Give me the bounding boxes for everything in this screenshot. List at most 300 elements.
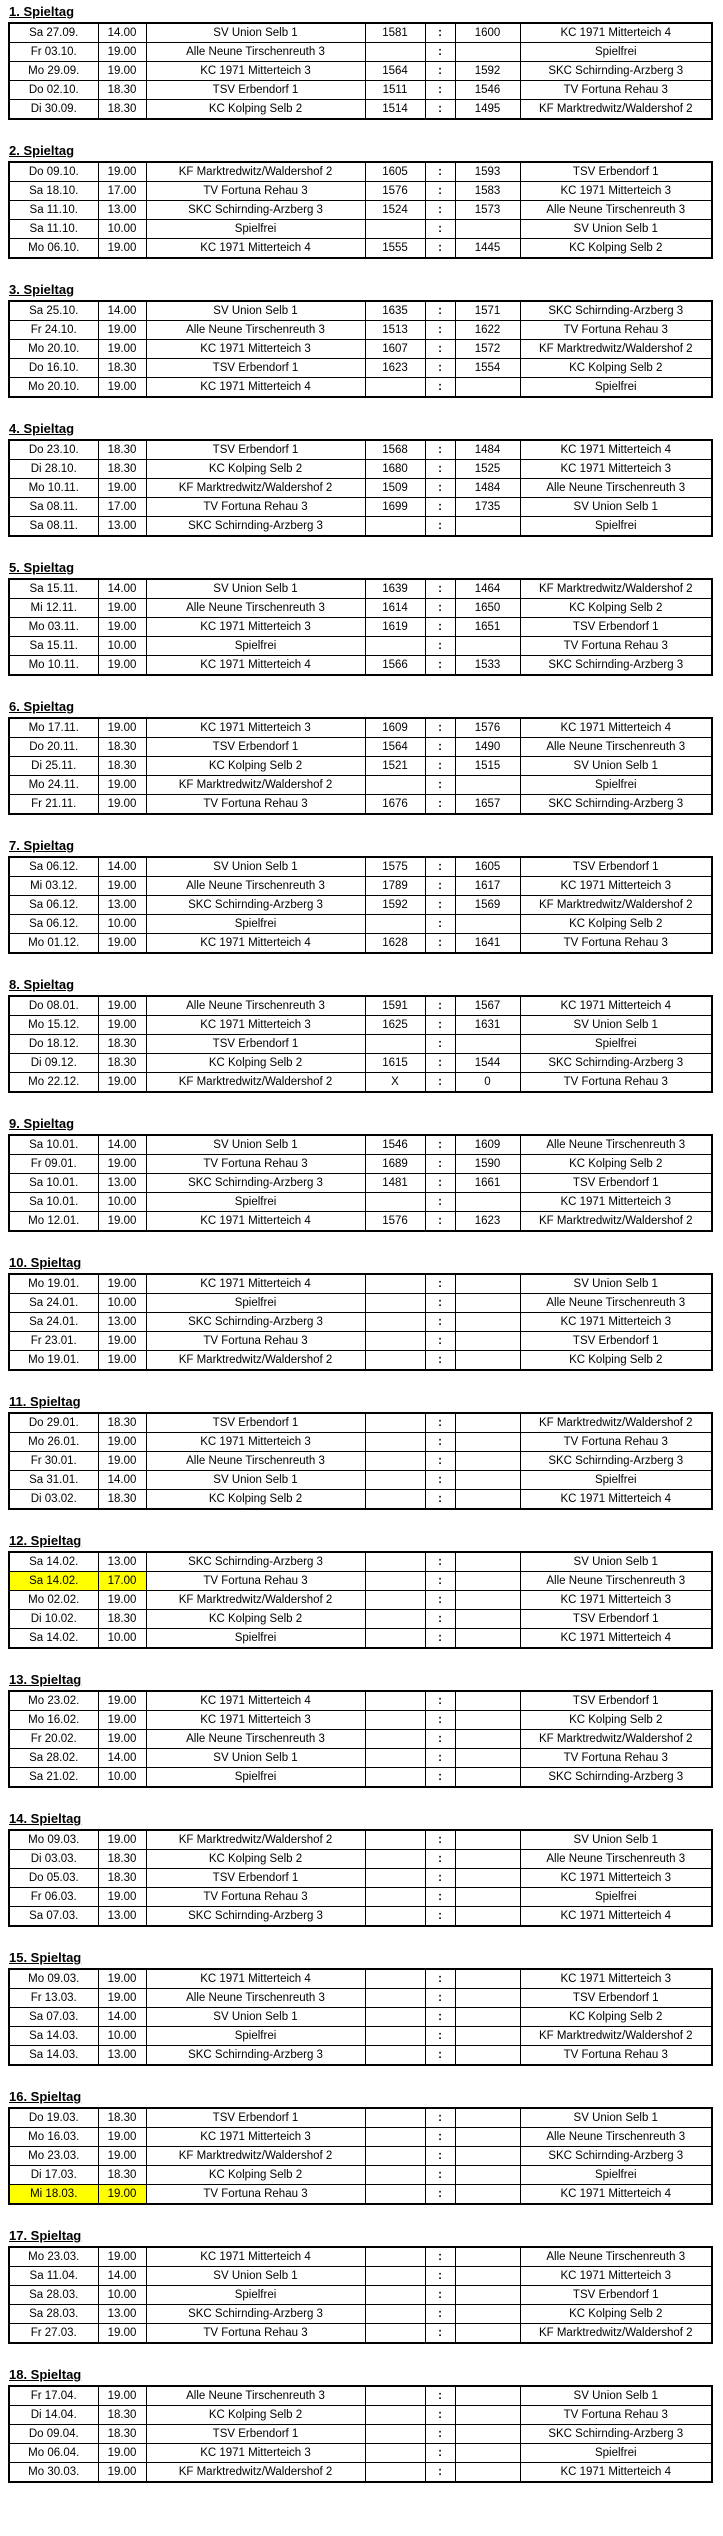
home-team-cell: Alle Neune Tirschenreuth 3	[146, 2386, 365, 2406]
score-separator: :	[425, 1054, 455, 1073]
match-time-cell: 18.30	[98, 2108, 146, 2128]
match-time-cell: 13.00	[98, 2305, 146, 2324]
score-separator: :	[425, 1730, 455, 1749]
match-date-cell: Mo 29.09.	[9, 62, 98, 81]
matchday-title: 18. Spieltag	[9, 2367, 82, 2382]
score-separator: :	[425, 579, 455, 599]
match-date-cell: Mo 06.10.	[9, 239, 98, 259]
match-date-cell: Sa 10.01.	[9, 1193, 98, 1212]
match-row	[9, 440, 712, 460]
match-date-cell: Fr 23.01.	[9, 1332, 98, 1351]
away-score-cell: 1650	[455, 599, 520, 618]
score-separator: :	[425, 738, 455, 757]
home-team-cell: TSV Erbendorf 1	[146, 440, 365, 460]
away-team-cell: KF Marktredwitz/Waldershof 2	[520, 1730, 712, 1749]
home-score-cell	[365, 1629, 425, 1649]
score-separator: :	[425, 1869, 455, 1888]
away-score-cell: 1592	[455, 62, 520, 81]
away-score-cell: 1495	[455, 100, 520, 120]
away-score-cell	[455, 2267, 520, 2286]
away-team-cell: SV Union Selb 1	[520, 2108, 712, 2128]
away-score-cell	[455, 1850, 520, 1869]
score-separator: :	[425, 915, 455, 934]
match-date-cell: Do 19.03.	[9, 2108, 98, 2128]
home-team-cell: TSV Erbendorf 1	[146, 1869, 365, 1888]
away-score-cell: 1657	[455, 795, 520, 815]
home-score-cell	[365, 1193, 425, 1212]
match-time-cell: 19.00	[98, 618, 146, 637]
score-separator: :	[425, 239, 455, 259]
away-score-cell	[455, 1351, 520, 1371]
match-row	[9, 2166, 712, 2185]
match-date-cell: Sa 31.01.	[9, 1471, 98, 1490]
away-score-cell	[455, 2128, 520, 2147]
matchday-table	[8, 1968, 713, 2066]
matchday-section	[8, 4, 715, 120]
matchday-section	[8, 838, 715, 954]
away-team-cell: TSV Erbendorf 1	[520, 618, 712, 637]
home-team-cell: Spielfrei	[146, 1768, 365, 1788]
home-score-cell	[365, 2267, 425, 2286]
score-separator: :	[425, 517, 455, 537]
score-separator: :	[425, 1313, 455, 1332]
match-time-cell: 18.30	[98, 1054, 146, 1073]
score-separator: :	[425, 857, 455, 877]
home-team-cell: SKC Schirnding-Arzberg 3	[146, 2046, 365, 2066]
home-score-cell	[365, 1572, 425, 1591]
home-score-cell	[365, 1471, 425, 1490]
match-time-cell: 19.00	[98, 1274, 146, 1294]
away-score-cell: 1576	[455, 718, 520, 738]
away-score-cell: 1567	[455, 996, 520, 1016]
match-time-cell: 10.00	[98, 2027, 146, 2046]
away-score-cell	[455, 1452, 520, 1471]
score-separator: :	[425, 340, 455, 359]
home-score-cell	[365, 2185, 425, 2205]
match-row	[9, 1830, 712, 1850]
away-score-cell: 1554	[455, 359, 520, 378]
score-separator: :	[425, 1591, 455, 1610]
match-date-cell: Sa 27.09.	[9, 23, 98, 43]
match-time-cell: 14.00	[98, 23, 146, 43]
score-separator: :	[425, 1016, 455, 1035]
match-row	[9, 1155, 712, 1174]
home-score-cell	[365, 2386, 425, 2406]
away-score-cell	[455, 220, 520, 239]
match-date-cell: Mo 19.01.	[9, 1351, 98, 1371]
home-team-cell: KC 1971 Mitterteich 4	[146, 378, 365, 398]
match-time-cell: 13.00	[98, 896, 146, 915]
home-score-cell	[365, 2305, 425, 2324]
away-score-cell	[455, 2247, 520, 2267]
match-date-cell: Di 28.10.	[9, 460, 98, 479]
away-score-cell	[455, 2286, 520, 2305]
match-time-cell: 18.30	[98, 757, 146, 776]
score-separator: :	[425, 498, 455, 517]
matchday-table	[8, 439, 713, 537]
score-separator: :	[425, 182, 455, 201]
match-row	[9, 1174, 712, 1193]
matchday-table	[8, 856, 713, 954]
home-score-cell	[365, 915, 425, 934]
away-score-cell: 1572	[455, 340, 520, 359]
match-time-cell: 18.30	[98, 1610, 146, 1629]
match-row	[9, 599, 712, 618]
away-team-cell: Spielfrei	[520, 2166, 712, 2185]
home-team-cell: TSV Erbendorf 1	[146, 81, 365, 100]
match-time-cell: 14.00	[98, 2267, 146, 2286]
match-row	[9, 1073, 712, 1093]
home-team-cell: SV Union Selb 1	[146, 2008, 365, 2027]
score-separator: :	[425, 1969, 455, 1989]
home-team-cell: KF Marktredwitz/Waldershof 2	[146, 2463, 365, 2483]
match-time-cell: 13.00	[98, 1907, 146, 1927]
match-row	[9, 795, 712, 815]
match-time-cell: 19.00	[98, 1433, 146, 1452]
away-score-cell	[455, 2386, 520, 2406]
away-team-cell: TSV Erbendorf 1	[520, 1691, 712, 1711]
away-score-cell: 1623	[455, 1212, 520, 1232]
home-score-cell: 1592	[365, 896, 425, 915]
away-score-cell	[455, 1888, 520, 1907]
home-score-cell: 1789	[365, 877, 425, 896]
match-row	[9, 378, 712, 398]
home-team-cell: TV Fortuna Rehau 3	[146, 795, 365, 815]
home-score-cell: 1605	[365, 162, 425, 182]
match-row	[9, 1413, 712, 1433]
matchday-title: 16. Spieltag	[9, 2089, 82, 2104]
match-time-cell: 10.00	[98, 1768, 146, 1788]
away-score-cell	[455, 1552, 520, 1572]
match-row	[9, 2305, 712, 2324]
home-score-cell	[365, 517, 425, 537]
match-date-cell: Sa 18.10.	[9, 182, 98, 201]
home-score-cell	[365, 1830, 425, 1850]
match-time-cell: 14.00	[98, 1749, 146, 1768]
match-row	[9, 2128, 712, 2147]
match-date-cell: Sa 06.12.	[9, 857, 98, 877]
match-time-cell: 19.00	[98, 1212, 146, 1232]
match-row	[9, 23, 712, 43]
match-date-cell: Mo 09.03.	[9, 1830, 98, 1850]
home-score-cell: 1481	[365, 1174, 425, 1193]
away-team-cell: TV Fortuna Rehau 3	[520, 2046, 712, 2066]
away-score-cell	[455, 1610, 520, 1629]
away-team-cell: KC Kolping Selb 2	[520, 2008, 712, 2027]
away-score-cell	[455, 1591, 520, 1610]
home-score-cell	[365, 378, 425, 398]
match-time-cell: 18.30	[98, 1850, 146, 1869]
match-date-cell: Sa 14.02.	[9, 1552, 98, 1572]
score-separator: :	[425, 2108, 455, 2128]
match-date-cell: Sa 10.01.	[9, 1174, 98, 1193]
score-separator: :	[425, 1351, 455, 1371]
score-separator: :	[425, 43, 455, 62]
score-separator: :	[425, 2406, 455, 2425]
away-team-cell: KC 1971 Mitterteich 4	[520, 440, 712, 460]
home-team-cell: SKC Schirnding-Arzberg 3	[146, 1552, 365, 1572]
home-score-cell	[365, 1888, 425, 1907]
away-team-cell: KC Kolping Selb 2	[520, 1711, 712, 1730]
away-score-cell	[455, 2425, 520, 2444]
match-row	[9, 1768, 712, 1788]
away-team-cell: SV Union Selb 1	[520, 1016, 712, 1035]
match-row	[9, 2463, 712, 2483]
match-row	[9, 738, 712, 757]
home-score-cell: 1566	[365, 656, 425, 676]
home-team-cell: SKC Schirnding-Arzberg 3	[146, 1313, 365, 1332]
away-score-cell: 1583	[455, 182, 520, 201]
away-team-cell: Alle Neune Tirschenreuth 3	[520, 1572, 712, 1591]
match-date-cell: Mo 02.02.	[9, 1591, 98, 1610]
matchday-title: 12. Spieltag	[9, 1533, 82, 1548]
match-row	[9, 100, 712, 120]
away-team-cell: SKC Schirnding-Arzberg 3	[520, 1768, 712, 1788]
match-date-cell: Sa 11.04.	[9, 2267, 98, 2286]
home-score-cell	[365, 1969, 425, 1989]
away-score-cell: 1464	[455, 579, 520, 599]
away-team-cell: KC 1971 Mitterteich 3	[520, 2267, 712, 2286]
home-score-cell: 1555	[365, 239, 425, 259]
match-time-cell: 10.00	[98, 915, 146, 934]
match-time-cell: 10.00	[98, 637, 146, 656]
match-row	[9, 498, 712, 517]
match-date-cell: Mo 17.11.	[9, 718, 98, 738]
away-score-cell	[455, 1313, 520, 1332]
matchday-title: 13. Spieltag	[9, 1672, 82, 1687]
match-time-cell: 10.00	[98, 1193, 146, 1212]
match-row	[9, 1471, 712, 1490]
away-team-cell: TSV Erbendorf 1	[520, 1332, 712, 1351]
match-time-cell: 19.00	[98, 162, 146, 182]
matchday-table	[8, 1273, 713, 1371]
match-time-cell: 18.30	[98, 2425, 146, 2444]
match-time-cell: 19.00	[98, 43, 146, 62]
away-team-cell: SKC Schirnding-Arzberg 3	[520, 656, 712, 676]
away-team-cell: KC Kolping Selb 2	[520, 2305, 712, 2324]
home-score-cell	[365, 2046, 425, 2066]
away-score-cell: 1573	[455, 201, 520, 220]
match-time-cell: 19.00	[98, 2185, 146, 2205]
match-row	[9, 996, 712, 1016]
match-row	[9, 656, 712, 676]
home-team-cell: SV Union Selb 1	[146, 2267, 365, 2286]
home-score-cell: 1623	[365, 359, 425, 378]
score-separator: :	[425, 321, 455, 340]
home-score-cell: 1509	[365, 479, 425, 498]
match-row	[9, 1749, 712, 1768]
match-date-cell: Do 08.01.	[9, 996, 98, 1016]
match-date-cell: Sa 24.01.	[9, 1294, 98, 1313]
matchday-table	[8, 161, 713, 259]
away-team-cell: KC Kolping Selb 2	[520, 915, 712, 934]
away-team-cell: SV Union Selb 1	[520, 1552, 712, 1572]
home-team-cell: KC 1971 Mitterteich 4	[146, 1691, 365, 1711]
home-team-cell: TV Fortuna Rehau 3	[146, 1572, 365, 1591]
match-time-cell: 19.00	[98, 599, 146, 618]
home-score-cell	[365, 1552, 425, 1572]
match-row	[9, 460, 712, 479]
score-separator: :	[425, 2027, 455, 2046]
match-date-cell: Fr 27.03.	[9, 2324, 98, 2344]
matchday-table	[8, 578, 713, 676]
matchday-section	[8, 977, 715, 1093]
away-team-cell: KC 1971 Mitterteich 3	[520, 1969, 712, 1989]
home-score-cell: 1564	[365, 62, 425, 81]
score-separator: :	[425, 100, 455, 120]
match-date-cell: Mi 18.03.	[9, 2185, 98, 2205]
match-row	[9, 1452, 712, 1471]
match-date-cell: Fr 13.03.	[9, 1989, 98, 2008]
home-score-cell	[365, 220, 425, 239]
match-row	[9, 1869, 712, 1888]
matchday-table	[8, 2385, 713, 2483]
away-team-cell: Alle Neune Tirschenreuth 3	[520, 1850, 712, 1869]
match-row	[9, 81, 712, 100]
match-date-cell: Sa 21.02.	[9, 1768, 98, 1788]
home-team-cell: KC 1971 Mitterteich 3	[146, 1433, 365, 1452]
away-team-cell: KF Marktredwitz/Waldershof 2	[520, 896, 712, 915]
match-row	[9, 2267, 712, 2286]
score-separator: :	[425, 1294, 455, 1313]
away-score-cell	[455, 517, 520, 537]
score-separator: :	[425, 795, 455, 815]
matchday-title: 14. Spieltag	[9, 1811, 82, 1826]
away-score-cell	[455, 2444, 520, 2463]
home-score-cell	[365, 1610, 425, 1629]
away-team-cell: KC 1971 Mitterteich 3	[520, 182, 712, 201]
away-team-cell: SV Union Selb 1	[520, 1830, 712, 1850]
home-score-cell	[365, 2128, 425, 2147]
match-time-cell: 19.00	[98, 2147, 146, 2166]
score-separator: :	[425, 637, 455, 656]
home-team-cell: Spielfrei	[146, 2027, 365, 2046]
score-separator: :	[425, 1610, 455, 1629]
away-team-cell: SKC Schirnding-Arzberg 3	[520, 1054, 712, 1073]
match-time-cell: 19.00	[98, 1452, 146, 1471]
home-score-cell: 1619	[365, 618, 425, 637]
matchday-section	[8, 1811, 715, 1927]
home-score-cell: X	[365, 1073, 425, 1093]
match-date-cell: Sa 14.02.	[9, 1629, 98, 1649]
home-team-cell: SV Union Selb 1	[146, 23, 365, 43]
home-team-cell: TV Fortuna Rehau 3	[146, 1888, 365, 1907]
home-team-cell: SV Union Selb 1	[146, 857, 365, 877]
match-row	[9, 718, 712, 738]
match-row	[9, 637, 712, 656]
score-separator: :	[425, 1749, 455, 1768]
score-separator: :	[425, 460, 455, 479]
match-date-cell: Sa 08.11.	[9, 517, 98, 537]
match-time-cell: 19.00	[98, 656, 146, 676]
away-team-cell: TSV Erbendorf 1	[520, 1989, 712, 2008]
match-date-cell: Sa 11.10.	[9, 220, 98, 239]
match-date-cell: Do 05.03.	[9, 1869, 98, 1888]
matchday-section	[8, 143, 715, 259]
match-time-cell: 19.00	[98, 1016, 146, 1035]
home-team-cell: KC Kolping Selb 2	[146, 1054, 365, 1073]
match-row	[9, 1730, 712, 1749]
home-score-cell: 1513	[365, 321, 425, 340]
home-team-cell: SV Union Selb 1	[146, 579, 365, 599]
away-score-cell	[455, 1035, 520, 1054]
match-row	[9, 1016, 712, 1035]
match-time-cell: 10.00	[98, 1629, 146, 1649]
home-score-cell	[365, 1749, 425, 1768]
match-time-cell: 19.00	[98, 239, 146, 259]
score-separator: :	[425, 1850, 455, 1869]
home-score-cell	[365, 2247, 425, 2267]
matchday-title: 1. Spieltag	[9, 4, 75, 19]
score-separator: :	[425, 2463, 455, 2483]
home-team-cell: TV Fortuna Rehau 3	[146, 498, 365, 517]
match-time-cell: 19.00	[98, 1888, 146, 1907]
matchday-title: 6. Spieltag	[9, 699, 75, 714]
away-score-cell: 1622	[455, 321, 520, 340]
score-separator: :	[425, 1907, 455, 1927]
match-row	[9, 1969, 712, 1989]
home-score-cell	[365, 1711, 425, 1730]
match-time-cell: 17.00	[98, 498, 146, 517]
home-team-cell: Spielfrei	[146, 915, 365, 934]
match-time-cell: 19.00	[98, 1155, 146, 1174]
away-team-cell: SV Union Selb 1	[520, 498, 712, 517]
match-date-cell: Mo 24.11.	[9, 776, 98, 795]
away-team-cell: Spielfrei	[520, 2444, 712, 2463]
away-score-cell	[455, 1711, 520, 1730]
match-date-cell: Sa 14.02.	[9, 1572, 98, 1591]
score-separator: :	[425, 1274, 455, 1294]
home-team-cell: KC 1971 Mitterteich 4	[146, 2247, 365, 2267]
away-score-cell: 1525	[455, 460, 520, 479]
match-date-cell: Sa 14.03.	[9, 2046, 98, 2066]
match-date-cell: Do 16.10.	[9, 359, 98, 378]
score-separator: :	[425, 1073, 455, 1093]
score-separator: :	[425, 2147, 455, 2166]
match-date-cell: Mo 22.12.	[9, 1073, 98, 1093]
match-time-cell: 19.00	[98, 1711, 146, 1730]
score-separator: :	[425, 776, 455, 795]
match-time-cell: 19.00	[98, 1989, 146, 2008]
match-time-cell: 10.00	[98, 2286, 146, 2305]
matchday-table	[8, 1829, 713, 1927]
away-score-cell	[455, 1413, 520, 1433]
match-row	[9, 1054, 712, 1073]
match-date-cell: Di 25.11.	[9, 757, 98, 776]
score-separator: :	[425, 1691, 455, 1711]
away-score-cell	[455, 1490, 520, 1510]
away-team-cell: TSV Erbendorf 1	[520, 1610, 712, 1629]
home-score-cell	[365, 1274, 425, 1294]
home-team-cell: KC Kolping Selb 2	[146, 1850, 365, 1869]
score-separator: :	[425, 618, 455, 637]
score-separator: :	[425, 1768, 455, 1788]
home-team-cell: TSV Erbendorf 1	[146, 1413, 365, 1433]
home-score-cell	[365, 1035, 425, 1054]
home-team-cell: KF Marktredwitz/Waldershof 2	[146, 1591, 365, 1610]
match-time-cell: 19.00	[98, 2324, 146, 2344]
away-team-cell: SKC Schirnding-Arzberg 3	[520, 795, 712, 815]
match-date-cell: Di 03.03.	[9, 1850, 98, 1869]
home-score-cell: 1521	[365, 757, 425, 776]
home-team-cell: KC Kolping Selb 2	[146, 460, 365, 479]
match-date-cell: Mo 12.01.	[9, 1212, 98, 1232]
away-score-cell: 1533	[455, 656, 520, 676]
away-score-cell	[455, 2008, 520, 2027]
away-team-cell: TV Fortuna Rehau 3	[520, 1073, 712, 1093]
matchday-table	[8, 1412, 713, 1510]
score-separator: :	[425, 2166, 455, 2185]
